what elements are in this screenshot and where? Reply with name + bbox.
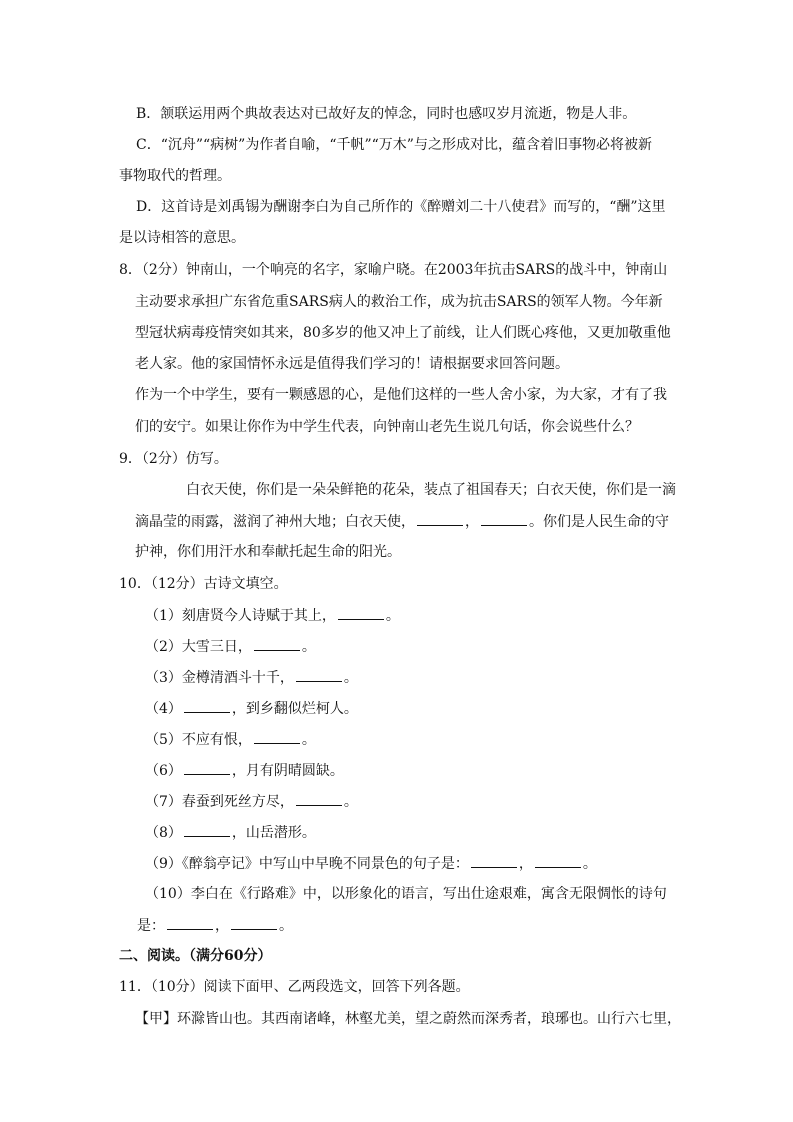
q10-item-1: （1）刻唐贤今人诗赋于其上， 。	[145, 605, 400, 626]
answer-blank[interactable]	[296, 667, 342, 682]
answer-blank[interactable]	[296, 791, 342, 806]
q8-prompt-line2: 们的安宁。如果让你作为中学生代表，向钟南山老先生说几句话，你会说些什么？	[135, 419, 639, 435]
q11-title: 11．（10分）阅读下面甲、乙两段选文，回答下列各题。	[119, 979, 470, 995]
q10-item-2: （2）大雪三日， 。	[145, 636, 316, 657]
q9-line3: 护神，你们用汗水和奉献托起生命的阳光。	[135, 544, 401, 560]
option-c-line2: 事物取代的哲理。	[119, 168, 231, 184]
answer-blank[interactable]	[184, 760, 230, 775]
option-d-line2: 是以诗相答的意思。	[119, 230, 245, 246]
q8-line4: 老人家。他的家国情怀永远是值得我们学习的！请根据要求回答问题。	[135, 356, 569, 372]
q10-item-7: （7）春蚕到死丝方尽， 。	[145, 791, 358, 812]
q9-title: 9．（2分）仿写。	[119, 451, 228, 467]
option-c-line1: C．“沉舟”“病树”为作者自喻，“千帆”“万木”与之形成对比，蕴含着旧事物必将被新	[136, 137, 652, 153]
passage-a-line1: 【甲】环滁皆山也。其西南诸峰，林壑尤美，望之蔚然而深秀者，琅琊也。山行六七里，	[135, 1011, 681, 1027]
answer-blank[interactable]	[338, 605, 384, 620]
q8-line1: 8．（2分）钟南山，一个响亮的名字，家喻户晓。在2003年抗击SARS的战斗中，钟南山	[119, 262, 668, 278]
q10-title: 10．（12分）古诗文填空。	[119, 576, 288, 592]
option-d-line1: D．这首诗是刘禹锡为酬谢李白为自己所作的《醉赠刘二十八使君》而写的，“酬”这里	[136, 199, 666, 215]
answer-blank[interactable]	[254, 729, 300, 744]
q10-item-6: （6） ，月有阴晴圆缺。	[145, 760, 344, 781]
answer-blank[interactable]	[184, 822, 230, 837]
q10-item-4: （4） ，到乡翻似烂柯人。	[145, 698, 358, 719]
q8-prompt-line1: 作为一个中学生，要有一颗感恩的心，是他们这样的一些人舍小家，为大家，才有了我	[135, 387, 667, 403]
answer-blank[interactable]	[471, 853, 517, 868]
answer-blank[interactable]	[535, 853, 581, 868]
section-heading: 二、阅读。（满分60分）	[119, 948, 272, 964]
answer-blank[interactable]	[167, 915, 213, 930]
answer-blank[interactable]	[231, 915, 277, 930]
q9-line2: 滴晶莹的雨露，滋润了神州大地；白衣天使， ， 。你们是人民生命的守	[135, 511, 669, 532]
q10-item-3: （3）金樽清酒斗十千， 。	[145, 667, 358, 688]
q10-item-10-line2: 是： ， 。	[137, 915, 293, 936]
q8-line3: 型冠状病毒疫情突如其来，80多岁的他又冲上了前线，让人们既心疼他，又更加敬重他	[135, 325, 671, 341]
q10-item-10-line1: （10）李白在《行路难》中，以形象化的语言，写出仕途艰难，寓含无限惆怅的诗句	[145, 886, 667, 902]
answer-blank[interactable]	[254, 636, 300, 651]
answer-blank[interactable]	[417, 511, 463, 526]
q10-item-9: （9）《醉翁亭记》中写山中早晚不同景色的句子是： ， 。	[145, 853, 597, 874]
q8-line2: 主动要求承担广东省危重SARS病人的救治工作，成为抗击SARS的领军人物。今年新	[135, 294, 663, 310]
q9-line1: 白衣天使，你们是一朵朵鲜艳的花朵，装点了祖国春天；白衣天使，你们是一滴	[186, 482, 676, 498]
option-b: B．颔联运用两个典故表达对已故好友的悼念，同时也感叹岁月流逝，物是人非。	[136, 106, 637, 122]
answer-blank[interactable]	[481, 511, 527, 526]
q10-item-8: （8） ，山岳潜形。	[145, 822, 316, 843]
answer-blank[interactable]	[184, 698, 230, 713]
q10-item-5: （5）不应有恨， 。	[145, 729, 316, 750]
